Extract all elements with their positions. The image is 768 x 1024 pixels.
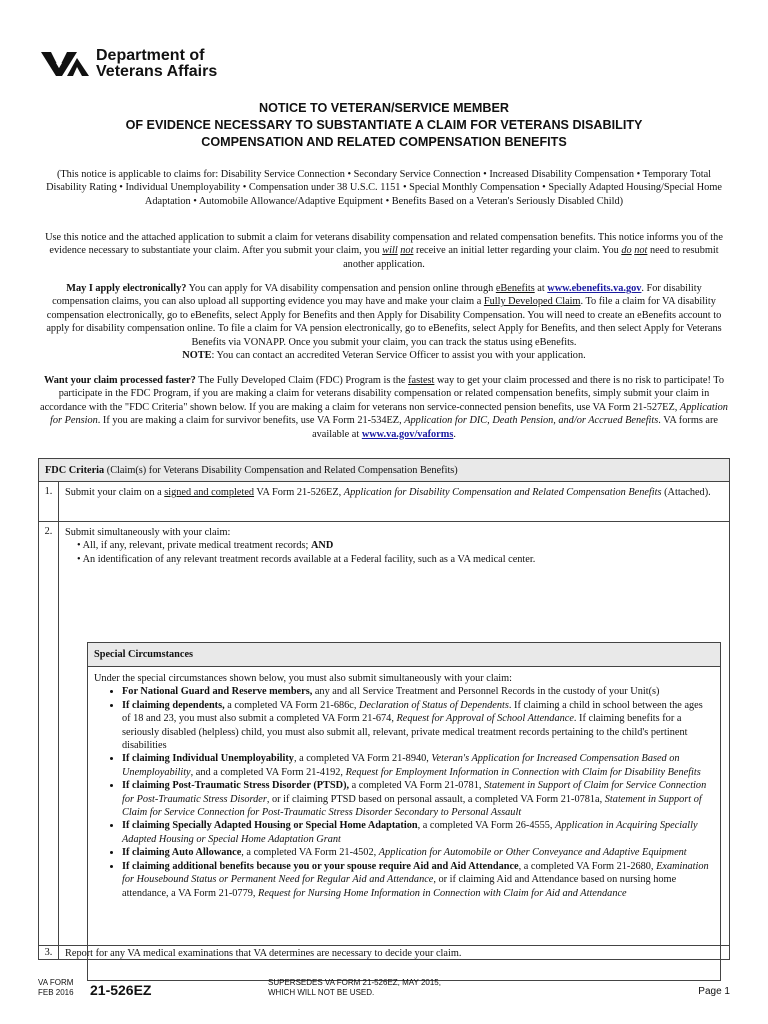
row-number: 2. — [39, 522, 59, 945]
faster-text-c: . If you are making a claim for survivor benefits, use VA Form 21-534EZ, — [97, 415, 405, 427]
row-text: Report for any VA medical examinations that VA determines are necessary to decide your claim. — [65, 948, 462, 959]
form-label — [38, 978, 74, 998]
apply-electronically-question: May I apply electronically? — [66, 283, 187, 294]
item-form-title: Request for Employment Information in Connection with Claim for Disability Benefits — [345, 766, 701, 778]
list-item — [122, 819, 712, 846]
fully-developed-claim-text: Fully Developed Claim — [483, 296, 581, 308]
list-item — [122, 846, 712, 859]
item-form-title: Application for Automobile or Other Conveyance and Adaptive Equipment — [378, 847, 687, 859]
apply-electronically-paragraph — [38, 282, 730, 362]
intro-do: do — [621, 245, 632, 257]
claim-faster-paragraph — [38, 374, 730, 441]
va-form-label: VA FORM — [38, 978, 74, 987]
va-logo-icon — [40, 48, 90, 80]
row2-bullet-1 — [65, 539, 721, 552]
row1-text-c: (Attached). — [661, 487, 711, 498]
apply-text-c: . To file a claim for VA disability compensation electronically, go to eBenefits, select Apply for Benefits and then Apply for Disability Compensation. You will need to create an eBenefits account to apply for disability compensation online. To file a claim for VA pension electronically, go to eBenefits, select Apply for Benefits, and then select Apply for Veterans Benefits via VONAPP. Once you submit your claim, you can track the status using eBenefits. — [46, 296, 722, 348]
note-text: : You can contact an accredited Veteran Service Officer to assist you with your application. — [211, 350, 586, 362]
item-form-title: Statement in Support of Claim for Service Connection for Post-Traumatic Stress Disorder — [122, 780, 707, 805]
item-lead: For National Guard and Reserve members, — [122, 686, 313, 698]
form-526ez-title: Application for Disability Compensation and Related Compensation Benefits — [343, 487, 662, 498]
special-circumstances-list — [94, 685, 712, 900]
apply-text-at: at — [534, 283, 548, 294]
applicability-note: (This notice is applicable to claims for: Disability Service Connection • Secondary Service Connection • Increased Disability Compensation • Temporary Total Disability Rating • Individual Unemployability • Compensation under 38 U.S.C. 1151 • Special Monthly Compensation • Specially Adapted Housing/Special Home Adaptation • Automobile Allowance/Adaptive Equipment • Benefits Based on a Veteran's Seriously Disabled Child) — [46, 169, 722, 207]
item-form-title: Request for Nursing Home Information in Connection with Claim for Aid and Attendance — [258, 887, 627, 899]
apply-text-b: . For disability compensation claims, you can also upload all supporting evidence you may have and make your claim a — [52, 283, 702, 308]
item-lead: If claiming Specially Adapted Housing or Special Home Adaptation — [122, 820, 418, 832]
intro-paragraph — [38, 231, 730, 271]
application-for-dic-title: Application for DIC, Death Pension, and/or Accrued Benefits — [404, 415, 659, 427]
item-text: , and a completed VA Form 21-4192, — [190, 766, 346, 778]
list-item — [122, 779, 712, 819]
form-footer — [38, 978, 730, 1008]
application-for-pension-title: Application for Pension — [50, 401, 728, 427]
item-form-title: Request for Approval of School Attendance — [396, 713, 574, 725]
ebenefits-text: eBenefits — [495, 283, 535, 294]
org-line-1: Department of — [96, 47, 205, 64]
faster-text-a: The Fully Developed Claim (FDC) Program is the — [195, 375, 409, 386]
row-text — [65, 486, 721, 499]
fdc-criteria-header — [39, 459, 729, 482]
item-lead: If claiming dependents, — [122, 699, 225, 711]
item-text: , a completed VA Form 21-8940, — [293, 753, 432, 765]
page-title — [40, 100, 728, 151]
item-lead: If claiming additional benefits because you or your spouse require Aid and Aid Attendance — [122, 860, 519, 872]
form-number: 21-526EZ — [90, 982, 152, 998]
row1-text-a: Submit your claim on a — [65, 487, 165, 498]
item-text: , or if claiming Aid and Attendance based on nursing home attendance, a VA Form 21-0779, — [122, 874, 677, 899]
item-text: a completed VA Form 21-686c, — [224, 699, 360, 711]
title-line-3: COMPENSATION AND RELATED COMPENSATION BENEFITS — [201, 135, 567, 149]
faster-text-e: . — [453, 428, 456, 440]
fdc-row-2 — [39, 522, 729, 946]
item-form-title: Declaration of Status of Dependents — [359, 699, 509, 711]
signed-and-completed: signed and completed — [164, 487, 255, 498]
item-form-title: Statement in Support of Claim for Service Connection for Post-Traumatic Stress Disorder Secondary to Personal Assault — [122, 793, 702, 819]
intro-text-b: receive an initial letter regarding your claim. You — [413, 245, 622, 257]
special-circumstances-body — [88, 667, 720, 900]
fdc-row-1 — [39, 482, 729, 522]
item-text: . If claiming a child in school between the ages of 18 and 23, you must also submit a completed VA Form 21-674, — [122, 699, 703, 725]
row2-bullet-1-text: • All, if any, relevant, private medical treatment records; — [77, 540, 311, 552]
list-item — [122, 752, 712, 779]
fdc-criteria-description: (Claim(s) for Veterans Disability Compensation and Related Compensation Benefits) — [104, 465, 458, 476]
intro-will: will — [382, 245, 398, 257]
item-lead: If claiming Post-Traumatic Stress Disorder (PTSD), — [122, 780, 350, 792]
ebenefits-link[interactable]: www.ebenefits.va.gov — [547, 283, 642, 294]
row-text — [65, 526, 721, 566]
fastest-text: fastest — [408, 375, 435, 386]
item-text: a completed VA Form 21-0781, — [349, 780, 484, 792]
organization-name — [96, 48, 217, 80]
item-text: any and all Service Treatment and Personnel Records in the custody of your Unit(s) — [312, 686, 660, 698]
note-label: NOTE — [182, 350, 212, 362]
item-lead: If claiming Auto Allowance — [122, 847, 242, 859]
va-forms-link[interactable]: www.va.gov/vaforms — [361, 428, 454, 440]
item-form-title: Examination for Housebound Status or Permanent Need for Regular Aid and Attendance — [122, 860, 709, 886]
special-circumstances-header: Special Circumstances — [88, 643, 720, 667]
row2-and: AND — [310, 540, 334, 552]
page-number: Page 1 — [698, 986, 730, 997]
list-item — [122, 860, 712, 900]
item-text: , a completed VA Form 26-4555, — [417, 820, 556, 832]
item-text: , a completed VA Form 21-4502, — [241, 847, 379, 859]
claim-faster-question: Want your claim processed faster? — [43, 375, 196, 386]
fdc-criteria-label: FDC Criteria — [45, 465, 105, 476]
intro-text-c: need to resubmit another application. — [343, 245, 719, 270]
item-form-title: Veteran's Application for Increased Compensation Based on Unemployability — [122, 753, 680, 778]
faster-text-b: way to get your claim processed and there is no risk to participate! To participate in the FDC Program, if you are making a claim for veterans disability compensation or related compensation benefits, simply submit your claim in accordance with the "FDC Criteria" shown below. If you are making a claim for veterans non service-connected pension benefits, use VA Form 21-527EZ, — [40, 375, 724, 413]
row2-bullet-2: • An identification of any relevant treatment records available at a Federal facility, such as a VA medical center. — [77, 553, 536, 565]
title-line-2: OF EVIDENCE NECESSARY TO SUBSTANTIATE A CLAIM FOR VETERANS DISABILITY — [125, 118, 643, 132]
row1-text-b: VA Form 21-526EZ, — [254, 487, 344, 498]
org-line-2: Veterans Affairs — [96, 63, 218, 80]
item-form-title: Application in Acquiring Specially Adapted Housing or Special Home Adaptation Grant — [122, 820, 698, 845]
intro-text-a: Use this notice and the attached application to submit a claim for veterans disability compensation and related compensation benefits. This notice informs you of the evidence necessary to substantiate your claim. After you submit your claim, you — [45, 232, 723, 257]
special-circumstances-box — [87, 642, 721, 981]
row-number: 1. — [39, 482, 59, 521]
item-text: , a completed VA Form 21-2680, — [518, 860, 657, 872]
item-lead: If claiming Individual Unemployability — [122, 753, 294, 765]
va-header — [40, 48, 217, 80]
title-line-1: NOTICE TO VETERAN/SERVICE MEMBER — [258, 101, 510, 115]
intro-not: not — [400, 245, 414, 257]
fdc-row-3 — [39, 946, 729, 959]
supersedes-line-2: WHICH WILL NOT BE USED. — [268, 988, 375, 997]
fdc-criteria-table — [38, 458, 730, 960]
form-date: FEB 2016 — [38, 988, 74, 997]
row2-intro: Submit simultaneously with your claim: — [65, 527, 231, 538]
list-item — [122, 685, 712, 698]
list-item — [122, 699, 712, 753]
item-text: . If claiming benefits for a seriously disabled (helpless) child, you must also submit all, relevant, private medical treatment records pertaining to the child's pertinent disabilities — [122, 713, 688, 752]
row-number: 3. — [39, 946, 59, 959]
apply-text-a: You can apply for VA disability compensation and pension online through — [186, 283, 496, 294]
item-text: , or if claiming PTSD based on personal assault, a completed VA Form 21-0781a, — [266, 793, 605, 805]
faster-text-d: . VA forms are available at — [312, 415, 718, 440]
supersedes-note — [268, 978, 441, 998]
supersedes-line-1: SUPERSEDES VA FORM 21-526EZ, MAY 2015, — [268, 978, 441, 987]
intro-not-2: not — [634, 245, 648, 257]
special-circumstances-intro: Under the special circumstances shown below, you must also submit simultaneously with your claim: — [94, 673, 512, 684]
